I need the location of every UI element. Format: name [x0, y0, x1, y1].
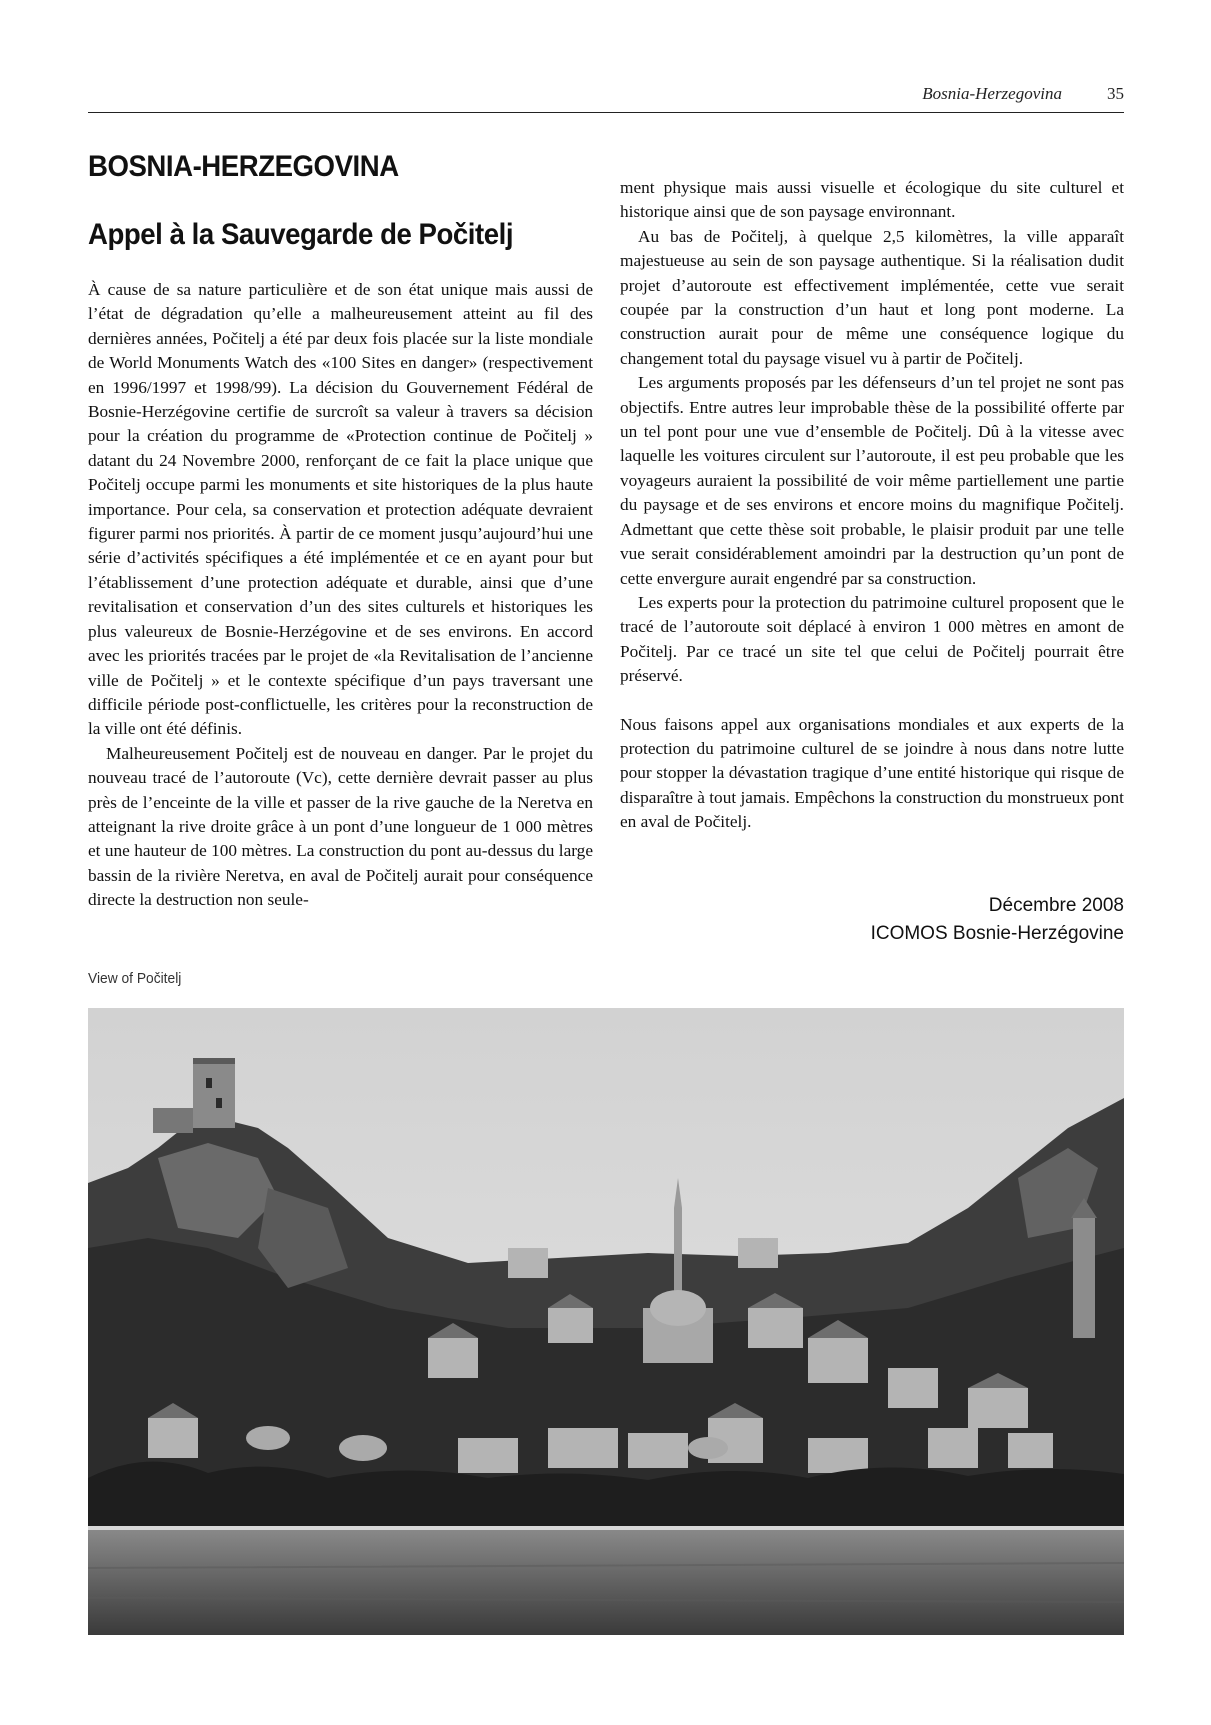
signoff-date: Décembre 2008	[988, 895, 1124, 916]
paragraph: Les arguments proposés par les défenseurs d’un tel projet ne sont pas objectifs. Entre autres leur improbable thèse de la possibilité offerte par un tel pont pour une vue d’ensemble de Počitelj. Dû à la vitesse avec laquelle les voitures circulent sur l’autoroute, il est peu probable que les voyageurs auraient la possibilité de voir même partiellement une partie du paysage et de ses environs et encore moins du magnifique Počitelj. Admettant que cette thèse soit probable, le plaisir produit par une telle vue serait considérablement amoindri par la destruction qu’un pont de cette envergure aurait engendré par sa construction.	[620, 373, 1124, 588]
page-number: 35	[1107, 84, 1124, 103]
paragraph: ment physique mais aussi visuelle et écologique du site culturel et historique ainsi que de son paysage environnant.	[620, 178, 1124, 222]
article-title: Appel à la Sauvegarde de Počitelj	[88, 218, 514, 251]
running-head-section: Bosnia-Herzegovina	[922, 84, 1062, 103]
signoff-author: ICOMOS Bosnie-Herzégovine	[870, 923, 1124, 944]
right-column	[620, 176, 1124, 835]
signoff	[871, 892, 1124, 948]
paragraph: À cause de sa nature particulière et de son état unique mais aussi de l’état de dégradation qu’elle a malheureusement atteint au fil des dernières années, Počitelj a été par deux fois placée sur la liste mondiale de World Monuments Watch des «100 Sites en danger» (respectivement en 1996/1997 et 1998/99). La décision du Gouvernement Fédéral de Bosnie-Herzégovine certifie de surcroît sa valeur à travers sa décision pour la création du programme de «Protection continue de Počitelj » datant du 24 Novembre 2000, renforçant de ce fait la place unique que Počitelj occupe parmi les monuments et site historiques de la plus haute importance. Pour cela, sa conservation et protection adéquate devraient figurer parmi nos priorités. À partir de ce moment jusqu’aujourd’hui une série d’activités spécifiques a été implémentée et ce en ayant pour but l’établissement d’une protection adéquate et durable, ainsi que d’une revitalisation et conservation d’un des sites culturels et historiques les plus valeureux de Bosnie-Herzégovine et de ses environs. En accord avec les priorités tracées par le projet de «la Revitalisation de l’ancienne ville de Počitelj » et le contexte spécifique d’un pays traversant une difficile période post-conflictuelle, les critères pour la reconstruction de la ville ont été définis.	[88, 280, 593, 739]
paragraph: Malheureusement Počitelj est de nouveau en danger. Par le projet du nouveau tracé de l’autoroute (Vc), cette dernière devrait passer au plus près de l’enceinte de la ville et passer de la rive gauche de la Neretva en atteignant la rive droite grâce à un pont d’une longueur de 1 000 mètres et une hauteur de 100 mètres. La construction du pont au-dessus du large bassin de la rivière Neretva, en aval de Počitelj aurait pour conséquence directe la destruction non seule-	[88, 743, 593, 910]
left-column	[88, 278, 593, 913]
town-photo	[88, 1008, 1124, 1635]
country-heading: BOSNIA-HERZEGOVINA	[88, 150, 399, 183]
paragraph: Au bas de Počitelj, à quelque 2,5 kilomètres, la ville apparaît majestueuse au sein de son paysage authentique. Si la réalisation dudit projet d’autoroute est effectivement implémentée, cette vue serait coupée par la construction d’un haut et long pont moderne. La construction aurait pour de même une conséquence logique du changement total du paysage visuel vu à partir de Počitelj.	[620, 226, 1124, 368]
paragraph: Les experts pour la protection du patrimoine culturel proposent que le tracé de l’autoroute soit déplacé à environ 1 000 mètres en amont de Počitelj. Par ce tracé un site tel que celui de Počitelj pourrait être préservé.	[620, 592, 1124, 686]
photo-caption: View of Počitelj	[88, 970, 182, 987]
appeal-paragraph: Nous faisons appel aux organisations mondiales et aux experts de la protection du patrimoine culturel de se joindre à nous dans notre lutte pour stopper la dévastation tragique d’une entité historique qui risque de disparaître à tout jamais. Empêchons la construction du monstrueux pont en aval de Počitelj.	[620, 714, 1124, 832]
town-photo-illustration	[88, 1008, 1124, 1635]
running-head	[88, 80, 1124, 113]
